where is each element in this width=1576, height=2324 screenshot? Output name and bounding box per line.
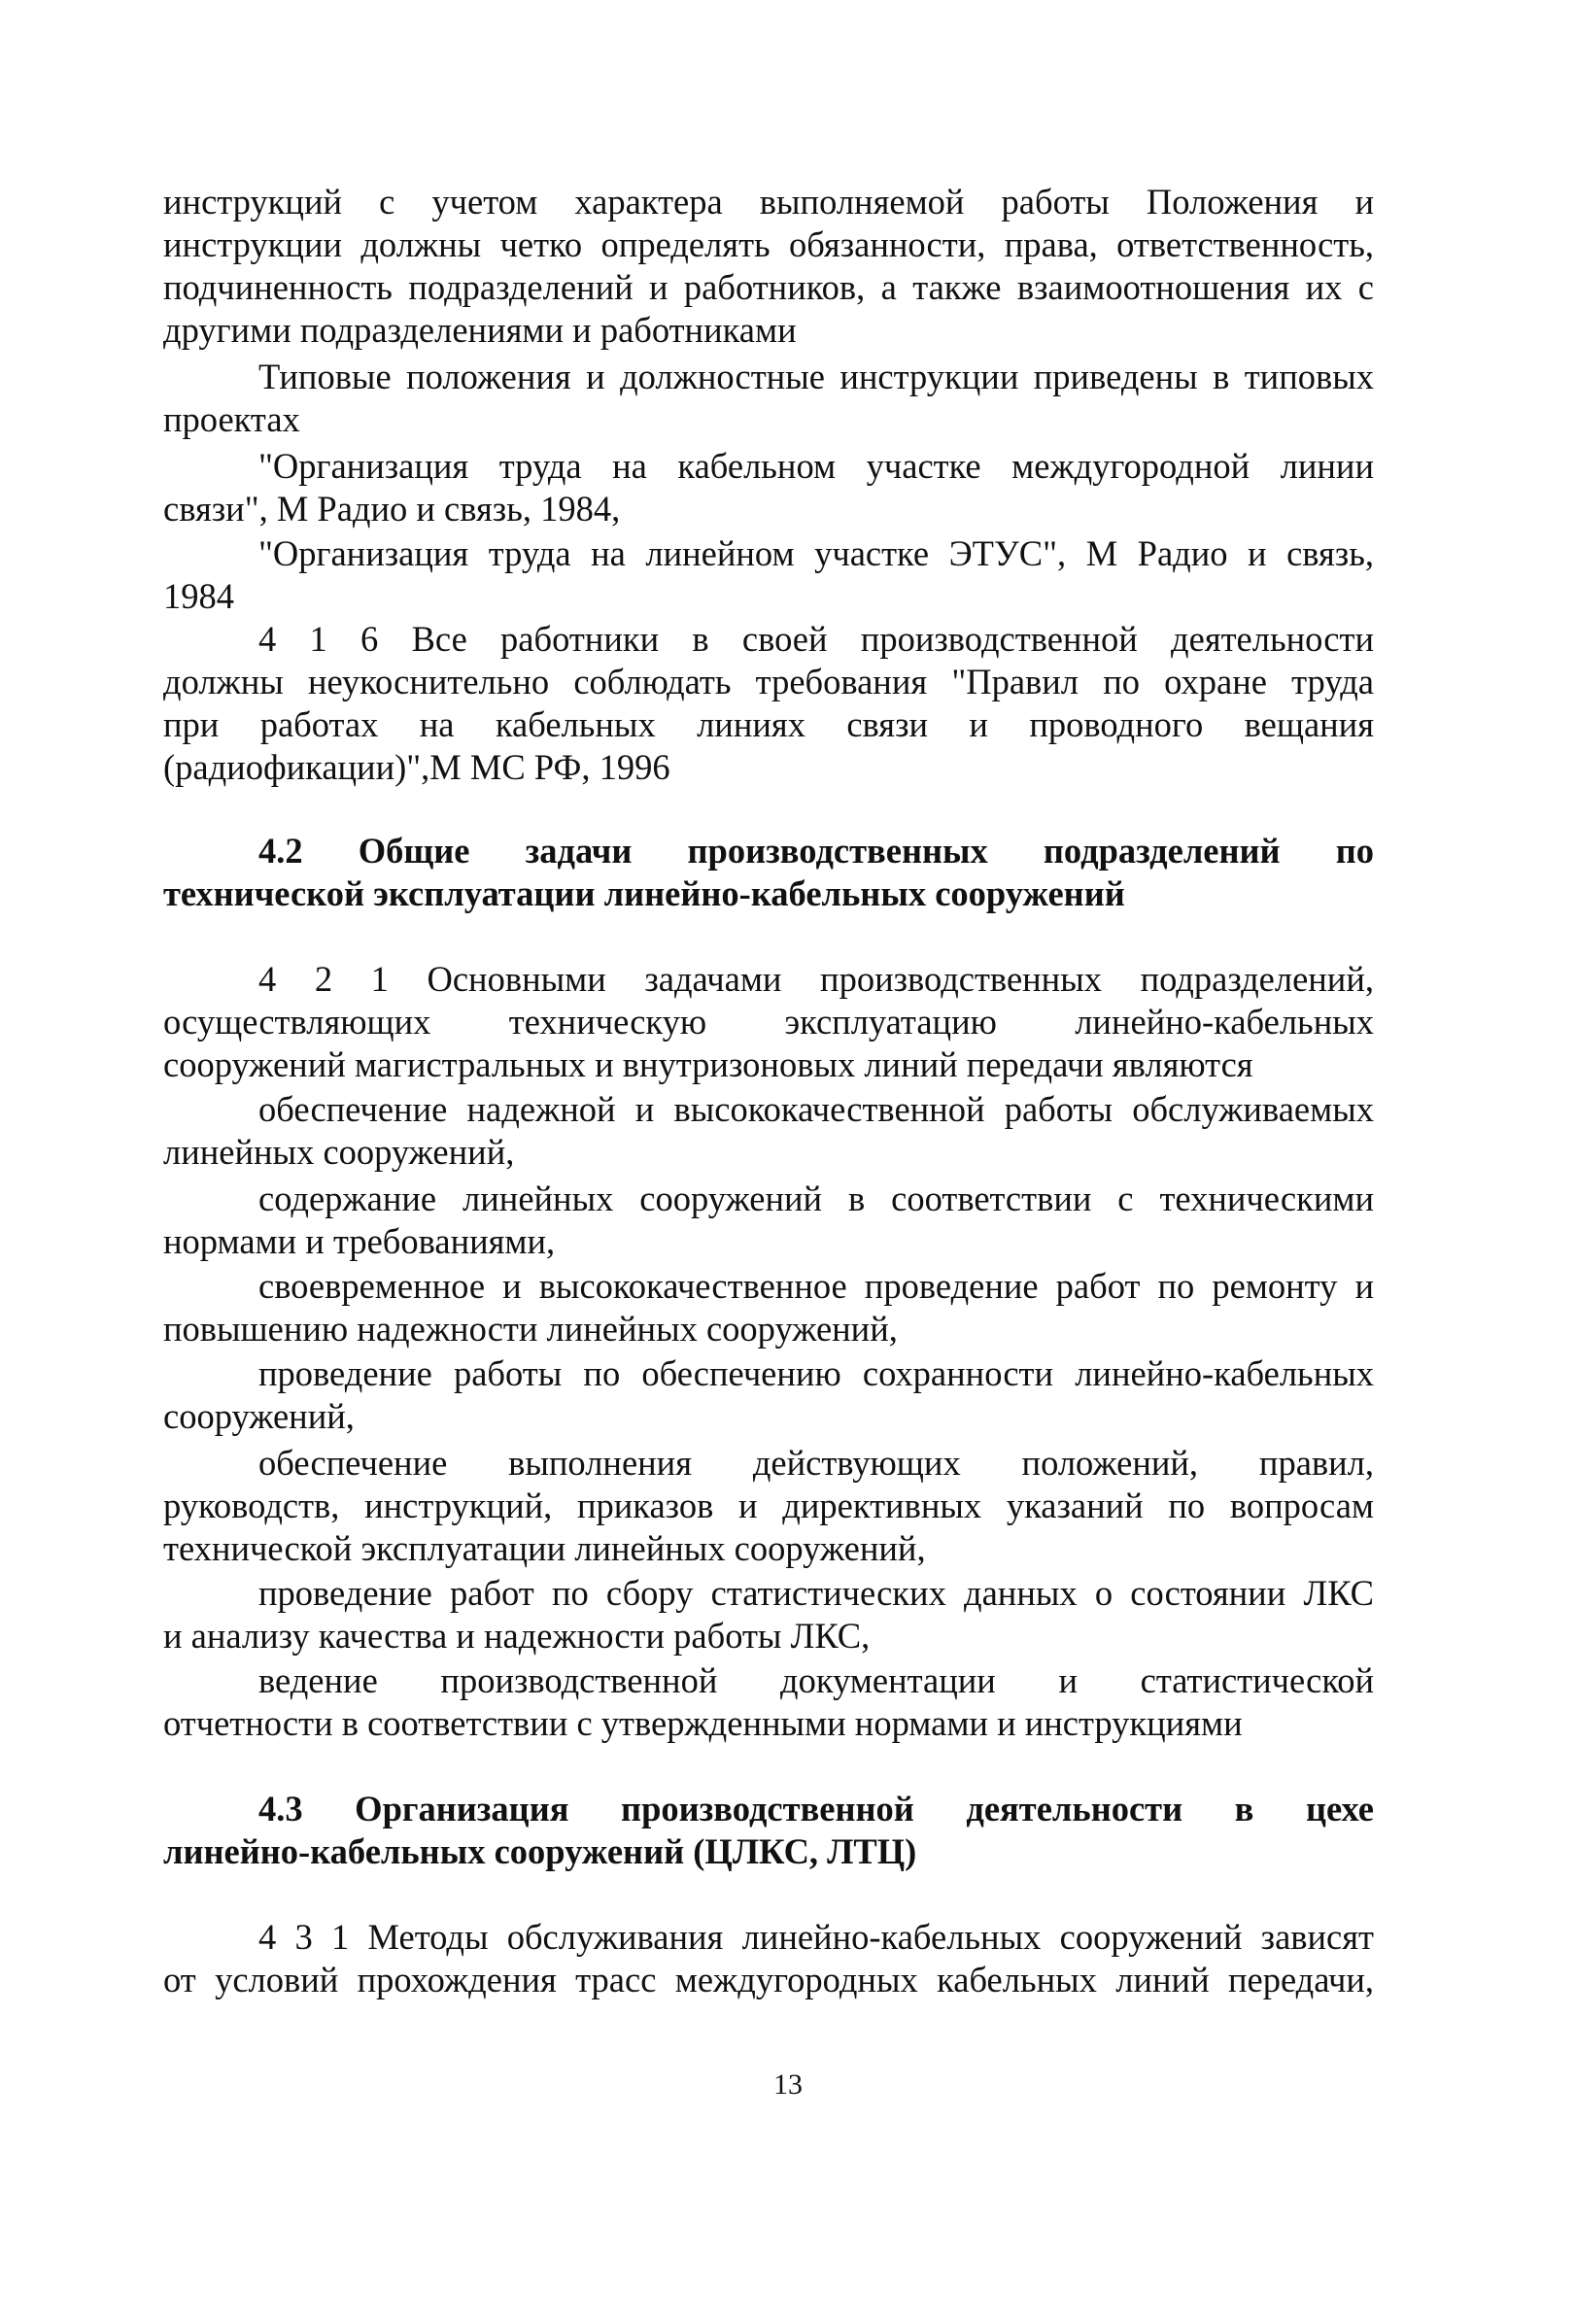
text-line: 4 3 1 Методы обслуживания линейно-кабельных сооружений зависят <box>258 1917 1374 1957</box>
text-line: "Организация труда на кабельном участке междугородной линии <box>258 446 1374 486</box>
text-line: от условий прохождения трасс междугородных кабельных линий передачи, <box>163 1960 1374 1999</box>
text-line: подчиненность подразделений и работников, а также взаимоотношения их с <box>163 267 1374 307</box>
text-line: связи", М Радио и связь, 1984, <box>163 489 621 529</box>
section-heading: 4.3 Организация производственной деятельности в цехе <box>258 1789 1374 1828</box>
text-line: инструкции должны четко определять обязанности, права, ответственность, <box>163 224 1374 264</box>
text-line: проведение работ по сбору статистических данных о состоянии ЛКС <box>258 1573 1374 1613</box>
text-line: и анализу качества и надежности работы ЛКС, <box>163 1616 871 1656</box>
text-line: технической эксплуатации линейных сооружений, <box>163 1528 926 1568</box>
text-line: содержание линейных сооружений в соответствии с техническими <box>258 1179 1374 1218</box>
text-line: другими подразделениями и работниками <box>163 310 797 350</box>
text-line: обеспечение надежной и высококачественной работы обслуживаемых <box>258 1089 1374 1129</box>
section-heading: технической эксплуатации линейно-кабельных сооружений <box>163 873 1125 913</box>
text-line: руководств, инструкций, приказов и директивных указаний по вопросам <box>163 1486 1374 1525</box>
text-line: 4 2 1 Основными задачами производственных подразделений, <box>258 959 1374 999</box>
text-line: отчетности в соответствии с утвержденными нормами и инструкциями <box>163 1703 1243 1743</box>
text-line: линейных сооружений, <box>163 1132 515 1172</box>
text-line: нормами и требованиями, <box>163 1221 556 1261</box>
text-line: сооружений магистральных и внутризоновых линий передачи являются <box>163 1044 1253 1084</box>
text-line: при работах на кабельных линиях связи и проводного вещания <box>163 704 1374 744</box>
text-line: 1984 <box>163 576 234 616</box>
text-line: "Организация труда на линейном участке ЭТУС", М Радио и связь, <box>258 533 1374 573</box>
page-number: 13 <box>773 2068 803 2101</box>
text-line: 4 1 6 Все работники в своей производственной деятельности <box>258 619 1374 659</box>
text-line: Типовые положения и должностные инструкции приведены в типовых <box>258 357 1374 396</box>
text-line: обеспечение выполнения действующих положений, правил, <box>258 1443 1374 1483</box>
section-heading: 4.2 Общие задачи производственных подразделений по <box>258 831 1374 871</box>
text-line: ведение производственной документации и статистической <box>258 1660 1374 1700</box>
text-line: повышению надежности линейных сооружений, <box>163 1309 898 1349</box>
text-line: осуществляющих техническую эксплуатацию линейно-кабельных <box>163 1002 1374 1042</box>
text-line: инструкций с учетом характера выполняемой работы Положения и <box>163 182 1374 222</box>
text-line: проведение работы по обеспечению сохранности линейно-кабельных <box>258 1353 1374 1393</box>
text-line: должны неукоснительно соблюдать требования "Правил по охране труда <box>163 662 1374 701</box>
section-heading: линейно-кабельных сооружений (ЦЛКС, ЛТЦ) <box>163 1831 917 1871</box>
text-line: сооружений, <box>163 1396 355 1436</box>
text-line: (радиофикации)",М МС РФ, 1996 <box>163 747 670 787</box>
text-line: проектах <box>163 399 300 439</box>
text-line: своевременное и высококачественное проведение работ по ремонту и <box>258 1266 1374 1306</box>
